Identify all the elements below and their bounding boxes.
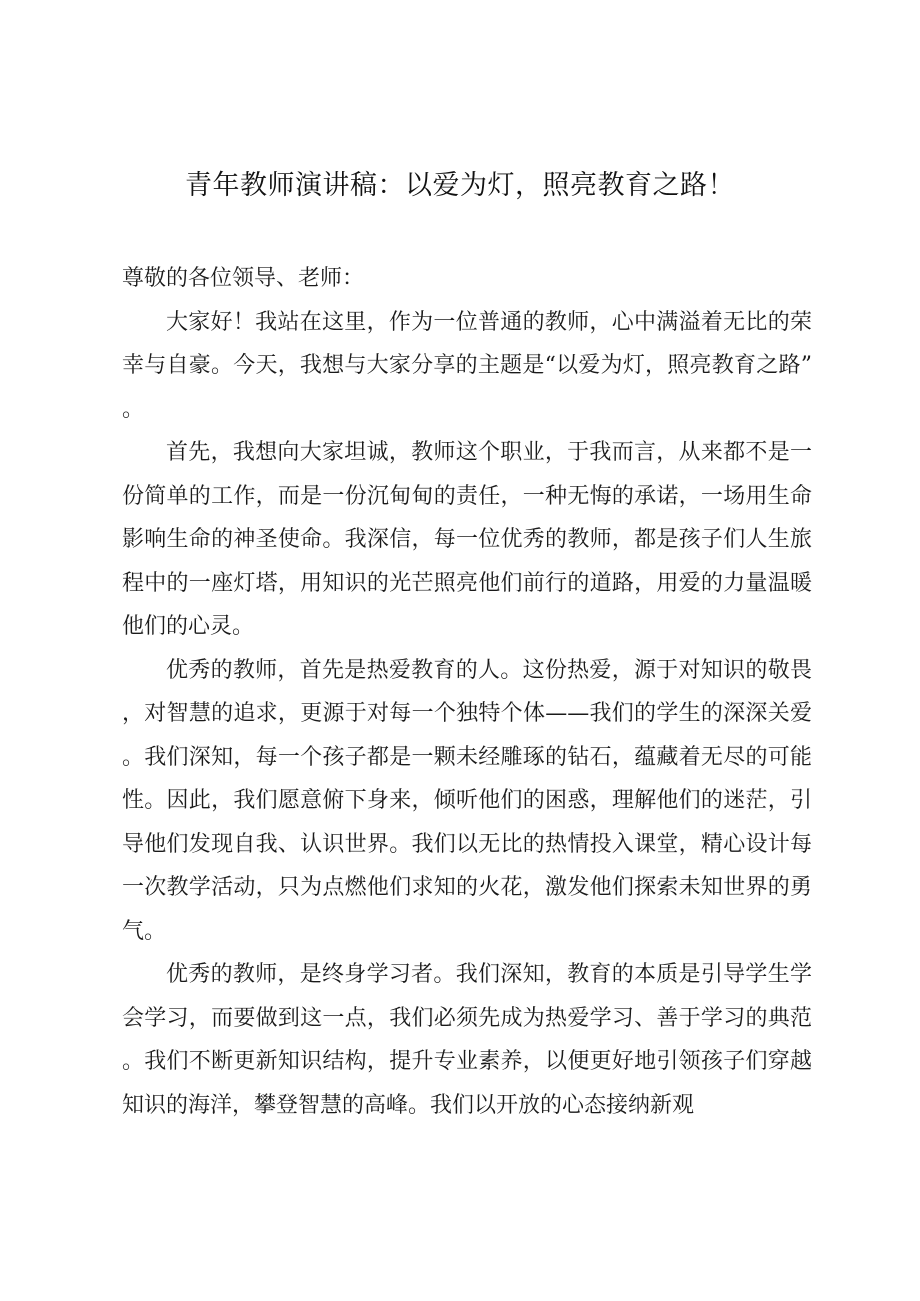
salutation: 尊敬的各位领导、老师：: [122, 266, 365, 291]
paragraph-greeting: 大家好！我站在这里，作为一位普通的教师，心中满溢着无比的荣幸与自豪。今天，我想与大家分享的主题是“以爱为灯，照亮教育之路”。: [122, 309, 812, 422]
paragraph-lifelong-learner: 优秀的教师，是终身学习者。我们深知，教育的本质是引导学生学会学习，而要做到这一点，我们必须先成为热爱学习、善于学习的典范。我们不断更新知识结构，提升专业素养，以便更好地引领孩子们穿越知识的海洋，攀登智慧的高峰。我们以开放的心态接纳新观: [122, 962, 812, 1118]
document-body: [122, 257, 812, 1127]
document-title: 青年教师演讲稿：以爱为灯，照亮教育之路！: [185, 170, 735, 201]
paragraph-love-for-education: 优秀的教师，首先是热爱教育的人。这份热爱，源于对知识的敬畏，对智慧的追求，更源于对每一个独特个体——我们的学生的深深关爱。我们深知，每一个孩子都是一颗未经雕琢的钻石，蕴藏着无尽的可能性。因此，我们愿意俯下身来，倾听他们的困惑，理解他们的迷茫，引导他们发现自我、认识世界。我们以无比的热情投入课堂，精心设计每一次教学活动，只为点燃他们求知的火花，激发他们探索未知世界的勇气。: [122, 657, 812, 944]
paragraph-teacher-mission: 首先，我想向大家坦诚，教师这个职业，于我而言，从来都不是一份简单的工作，而是一份沉甸甸的责任，一种无悔的承诺，一场用生命影响生命的神圣使命。我深信，每一位优秀的教师，都是孩子们人生旅程中的一座灯塔，用知识的光芒照亮他们前行的道路，用爱的力量温暖他们的心灵。: [122, 440, 812, 639]
